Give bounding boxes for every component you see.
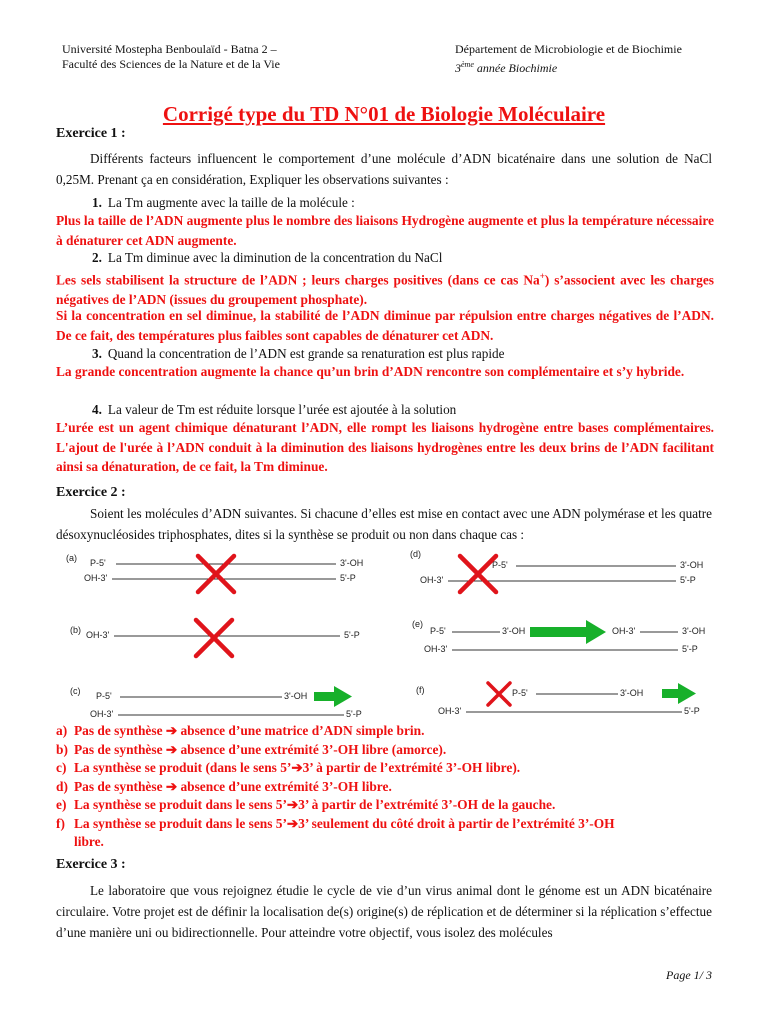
exercise-2-answers: [56, 722, 716, 852]
synthesis-arrow: [662, 683, 696, 704]
diagram-b-label: (b): [70, 625, 81, 635]
question-1: 1. La Tm augmente avec la taille de la molécule :: [92, 195, 355, 210]
answer-a: a) Pas de synthèse ➔ absence d’une matrice d’ADN simple brin.: [56, 723, 425, 738]
answer-1: Plus la taille de l’ADN augmente plus le nombre des liaisons Hydrogène augmente et plus la température nécessaire à dénaturer cet ADN augmente.: [56, 213, 714, 248]
faculty-name: Faculté des Sciences de la Nature et de la Vie: [62, 57, 280, 71]
diagram-f-bot-left: OH-3': [438, 706, 462, 716]
question-4: 4. La valeur de Tm est réduite lorsque l’urée est ajoutée à la solution: [92, 402, 457, 417]
diagram-e-top-mid2: OH-3': [612, 626, 636, 636]
diagram-c-bot-right: 5'-P: [346, 709, 362, 719]
diagram-a-bot-left: OH-3': [84, 573, 108, 583]
answer-2a: Les sels stabilisent la structure de l’ADN ; leurs charges positives (dans ce cas Na+) s’associent avec les charges négatives de l’ADN (issues du groupement phosphate).: [56, 271, 714, 307]
answer-3: La grande concentration augmente la chance qu’un brin d’ADN rencontre son complémentaire et s’y hybride.: [56, 364, 685, 379]
exercise-2-intro: Soient les molécules d’ADN suivantes. Si chacune d’elles est mise en contact avec une ADN polymérase et les quatre désoxynucléosides triphosphates, dites si la synthèse se produit ou non dans chaque cas :: [56, 506, 712, 542]
answer-f-continued: libre.: [74, 834, 104, 849]
diagram-f-top-right: 3'-OH: [620, 688, 644, 698]
diagram-c-bot-left: OH-3': [90, 709, 114, 719]
answer-e: e) La synthèse se produit dans le sens 5’➔3’ à partir de l’extrémité 3’-OH de la gauche.: [56, 797, 556, 812]
cross-mark: [488, 683, 510, 705]
diagram-f-top-left: P-5': [512, 688, 528, 698]
diagram-a-bot-right: 5'-P: [340, 573, 356, 583]
diagram-d-bot-left: OH-3': [420, 575, 444, 585]
question-3: 3. Quand la concentration de l’ADN est grande sa renaturation est plus rapide: [92, 346, 505, 361]
exercise-3-intro: Le laboratoire que vous rejoignez étudie le cycle de vie d’un virus animal dont le génome est un ADN bicaténaire circulaire. Votre projet est de définir la localisation de(s) origine(s) de réplication et de déterminer si la réplication s’effectue d’une manière uni ou bidirectionnelle. Pour atteindre votre objectif, vous isolez des molécules: [56, 883, 712, 940]
exercise-1-heading: Exercice 1 :: [56, 126, 126, 141]
diagram-d-label: (d): [410, 549, 421, 559]
question-2: 2. La Tm diminue avec la diminution de la concentration du NaCl: [92, 250, 443, 265]
exercise-1-intro: Différents facteurs influencent le comportement d’une molécule d’ADN bicaténaire dans une solution de NaCl 0,25M. Prenant ça en considération, Expliquer les observations suivantes :: [56, 151, 712, 187]
diagram-b-right: 5'-P: [344, 630, 360, 640]
page-number: Page 1/ 3: [666, 968, 712, 982]
diagram-a-top-left: P-5': [90, 558, 106, 568]
answer-d: d) Pas de synthèse ➔ absence d’une extrémité 3’-OH libre.: [56, 778, 392, 794]
year-label: 3ème année Biochimie: [455, 60, 558, 75]
diagram-d-bot-right: 5'-P: [680, 575, 696, 585]
diagram-c-label: (c): [70, 686, 81, 696]
diagram-e-label: (e): [412, 619, 423, 629]
diagram-e-bot-right: 5'-P: [682, 644, 698, 654]
diagram-e-top-mid1: 3'-OH: [502, 626, 526, 636]
diagram-e-bot-left: OH-3': [424, 644, 448, 654]
answer-2b: Si la concentration en sel diminue, la stabilité de l’ADN diminue par répulsion entre charges négatives de l’ADN. De ce fait, des températures plus faibles sont capables de dénaturer cet ADN.: [56, 308, 714, 343]
answer-4: L’urée est un agent chimique dénaturant l’ADN, elle rompt les liaisons hydrogène entre bases complémentaires. L'ajout de l'urée à l’ADN conduit à la diminution des liaisons hydrogènes entre les deux brins de l’ADN facilitant ainsi sa dénaturation, de ce fait, la Tm diminue.: [56, 420, 714, 474]
page-title: Corrigé type du TD N°01 de Biologie Moléculaire: [162, 102, 606, 126]
diagram-c-top-left: P-5': [96, 691, 112, 701]
diagram-f-bot-right: 5'-P: [684, 706, 700, 716]
diagram-d-top-left: P-5': [492, 560, 508, 570]
diagram-f-label: (f): [416, 685, 425, 695]
answer-c: c) La synthèse se produit (dans le sens 5’➔3’ à partir de l’extrémité 3’-OH libre).: [56, 760, 521, 775]
department-name: Département de Microbiologie et de Biochimie: [455, 42, 682, 56]
diagram-a-top-right: 3'-OH: [340, 558, 364, 568]
answer-f: f) La synthèse se produit dans le sens 5’➔3’ seulement du côté droit à partir de l’extrémité 3’-OH: [56, 815, 615, 831]
diagram-a-label: (a): [66, 553, 77, 563]
diagram-d-top-right: 3'-OH: [680, 560, 704, 570]
university-name: Université Mostepha Benboulaïd - Batna 2 –: [62, 42, 277, 56]
diagram-b-left: OH-3': [86, 630, 110, 640]
answer-b: b) Pas de synthèse ➔ absence d’une extrémité 3’-OH libre (amorce).: [56, 741, 447, 757]
diagram-c-top-right: 3'-OH: [284, 691, 308, 701]
exercise-2-heading: Exercice 2 :: [56, 485, 126, 500]
exercise-3-heading: Exercice 3 :: [56, 857, 126, 872]
diagram-e-top-left: P-5': [430, 626, 446, 636]
diagram-e-top-right: 3'-OH: [682, 626, 706, 636]
